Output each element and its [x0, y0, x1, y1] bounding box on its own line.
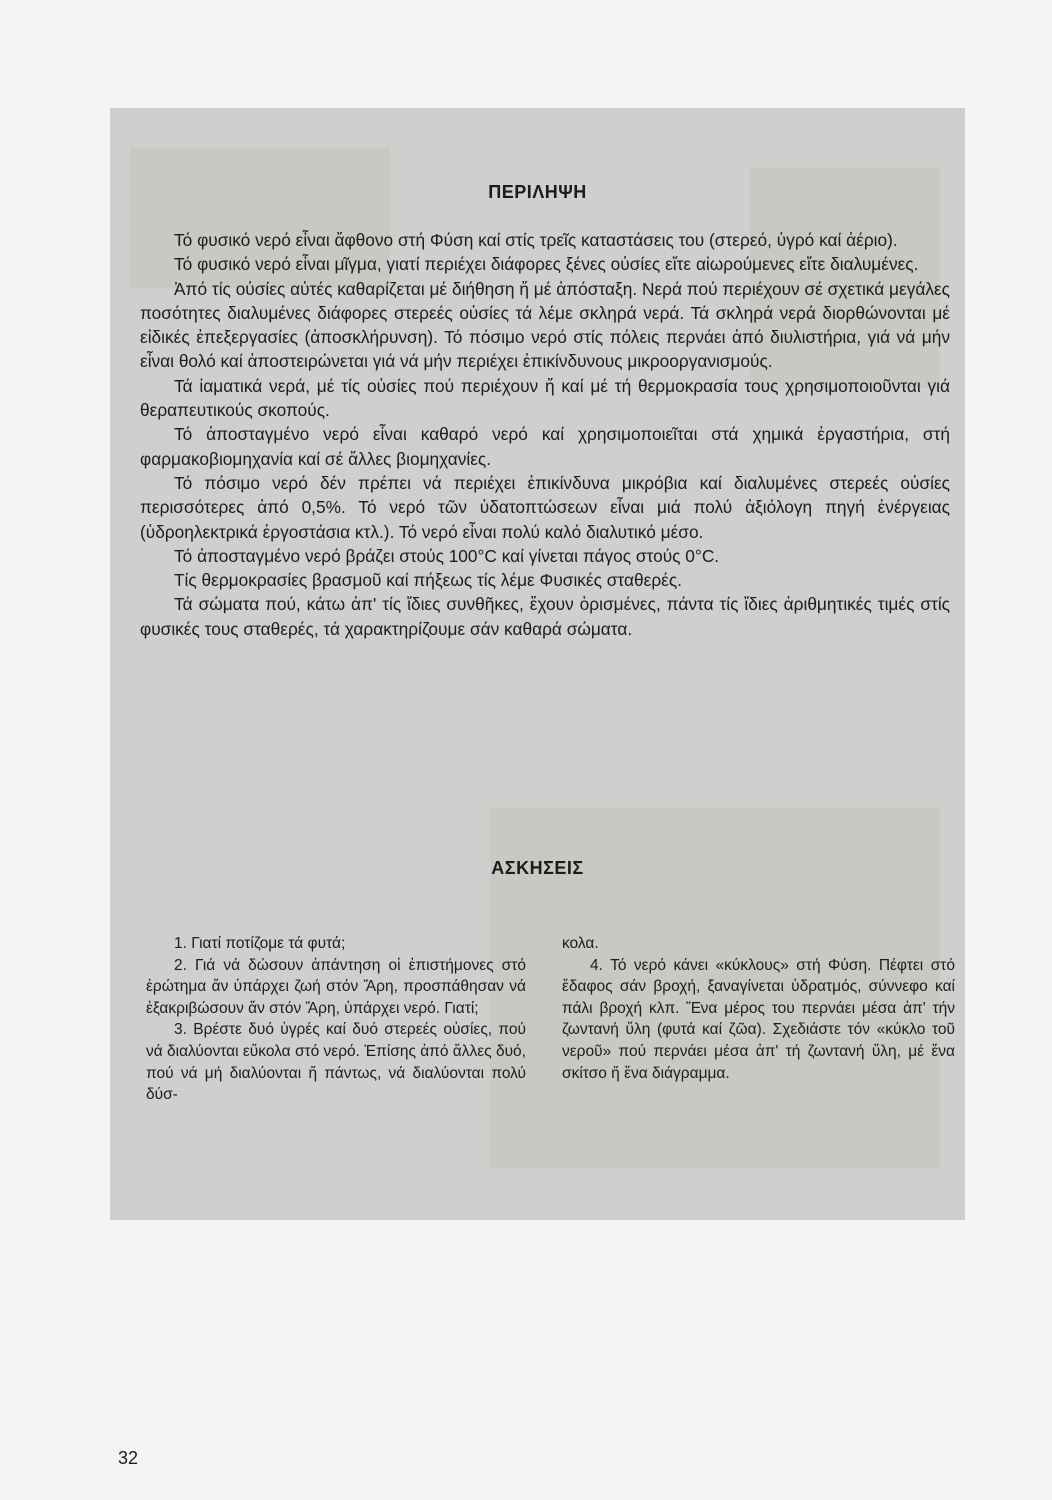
summary-paragraph: Ἀπό τίς οὐσίες αὐτές καθαρίζεται μέ διήθηση ἤ μέ ἀπόσταξη. Νερά πού περιέχουν σέ σχετικά μεγάλες ποσότητες διαλυμένες διάφορες στερεές οὐσίες τά λέμε σκληρά νερά. Τά σκληρά νερά διορθώνονται μέ εἰδικές ἐπεξεργασίες (ἀποσκλήρυνση). Τό πόσιμο νερό στίς πόλεις περνάει ἀπό διυλιστήρια, γιά νά μήν εἶναι θολό καί ἀποστειρώνεται γιά νά μήν περιέχει ἐπικίνδυνους μικροοργανισμούς. — [140, 278, 950, 372]
summary-paragraph: Τό ἀποσταγμένο νερό εἶναι καθαρό νερό καί χρησιμοποιεῖται στά χημικά ἐργαστήρια, στή φαρμακοβιομηχανία καί σέ ἄλλες βιομηχανίες. — [140, 424, 950, 469]
summary-paragraph: Τό φυσικό νερό εἶναι μῖγμα, γιατί περιέχει διάφορες ξένες οὐσίες εἴτε αἰωρούμενες εἴτε διαλυμένες. — [174, 254, 919, 275]
summary-paragraph: Τό φυσικό νερό εἶναι ἄφθονο στή Φύση καί στίς τρεῖς καταστάσεις του (στερεό, ὑγρό καί ἀέριο). — [174, 230, 898, 250]
summary-title: ΠΕΡΙΛΗΨΗ — [488, 182, 587, 202]
page-number: 32 — [118, 1448, 139, 1468]
summary-paragraph: Τίς θερμοκρασίες βρασμοῦ καί πήξεως τίς λέμε Φυσικές σταθερές. — [174, 570, 682, 591]
exercise-item: 1. Γιατί ποτίζομε τά φυτά; — [174, 935, 346, 952]
summary-paragraph: Τά σώματα πού, κάτω ἀπ' τίς ἴδιες συνθῆκες, ἔχουν ὁρισμένες, πάντα τίς ἴδιες ἀριθμητικές τιμές στίς φυσικές τους σταθερές, τά χαρακτηρίζουμε σάν καθαρά σώματα. — [140, 594, 950, 639]
summary-paragraph: Τό πόσιμο νερό δέν πρέπει νά περιέχει ἐπικίνδυνα μικρόβια καί διαλυμένες στερεές οὐσίες περισσότερες ἀπό 0,5%. Τό νερό τῶν ὑδατοπτώσεων εἶναι μιά πολύ ἀξιόλογη πηγή ἐνέργειας (ὑδροηλεκτρικά ἐργοστάσια κτλ.). Τό νερό εἶναι πολύ καλό διαλυτικό μέσο. — [140, 472, 950, 542]
summary-paragraph: Τό ἀποσταγμένο νερό βράζει στούς 100°C καί γίνεται πάγος στούς 0°C. — [174, 545, 720, 566]
exercises-title: ΑΣΚΗΣΕΙΣ — [491, 858, 584, 878]
exercises-left-column — [146, 933, 526, 1106]
exercise-item-continuation: κολα. — [562, 935, 599, 952]
summary-body — [140, 228, 950, 641]
exercise-item: 3. Βρέστε δυό ὑγρές καί δυό στερεές οὐσίες, πού νά διαλύονται εὔκολα στό νερό. Ἐπίσης ἀπό ἄλλες δυό, πού νά μή διαλύονται ἤ πάντως, νά διαλύονται πολύ δύσ- — [146, 1021, 526, 1104]
exercise-item: 4. Τό νερό κάνει «κύκλους» στή Φύση. Πέφτει στό ἔδαφος σάν βροχή, ξαναγίνεται ὑδρατμός, σύννεφο καί πάλι βροχή κλπ. Ἕνα μέρος του περνάει μέσα ἀπ' τήν ζωντανή ὕλη (φυτά καί ζῶα). Σχεδιάστε τόν «κύκλο τοῦ νεροῦ» πού περνάει μέσα ἀπ' τή ζωντανή ὕλη, μέ ἕνα σκίτσο ἤ ἕνα διάγραμμα. — [562, 956, 955, 1082]
exercise-item: 2. Γιά νά δώσουν ἀπάντηση οἱ ἐπιστήμονες στό ἐρώτημα ἄν ὑπάρχει ζωή στόν Ἄρη, προσπάθησαν νά ἐξακριβώσουν ἄν στόν Ἄρη, ὑπάρχει νερό. Γιατί; — [146, 956, 526, 1017]
summary-paragraph: Τά ἰαματικά νερά, μέ τίς οὐσίες πού περιέχουν ἤ καί μέ τή θερμοκρασία τους χρησιμοποιοῦνται γιά θεραπευτικούς σκοπούς. — [140, 375, 950, 421]
exercises-right-column — [562, 933, 955, 1084]
